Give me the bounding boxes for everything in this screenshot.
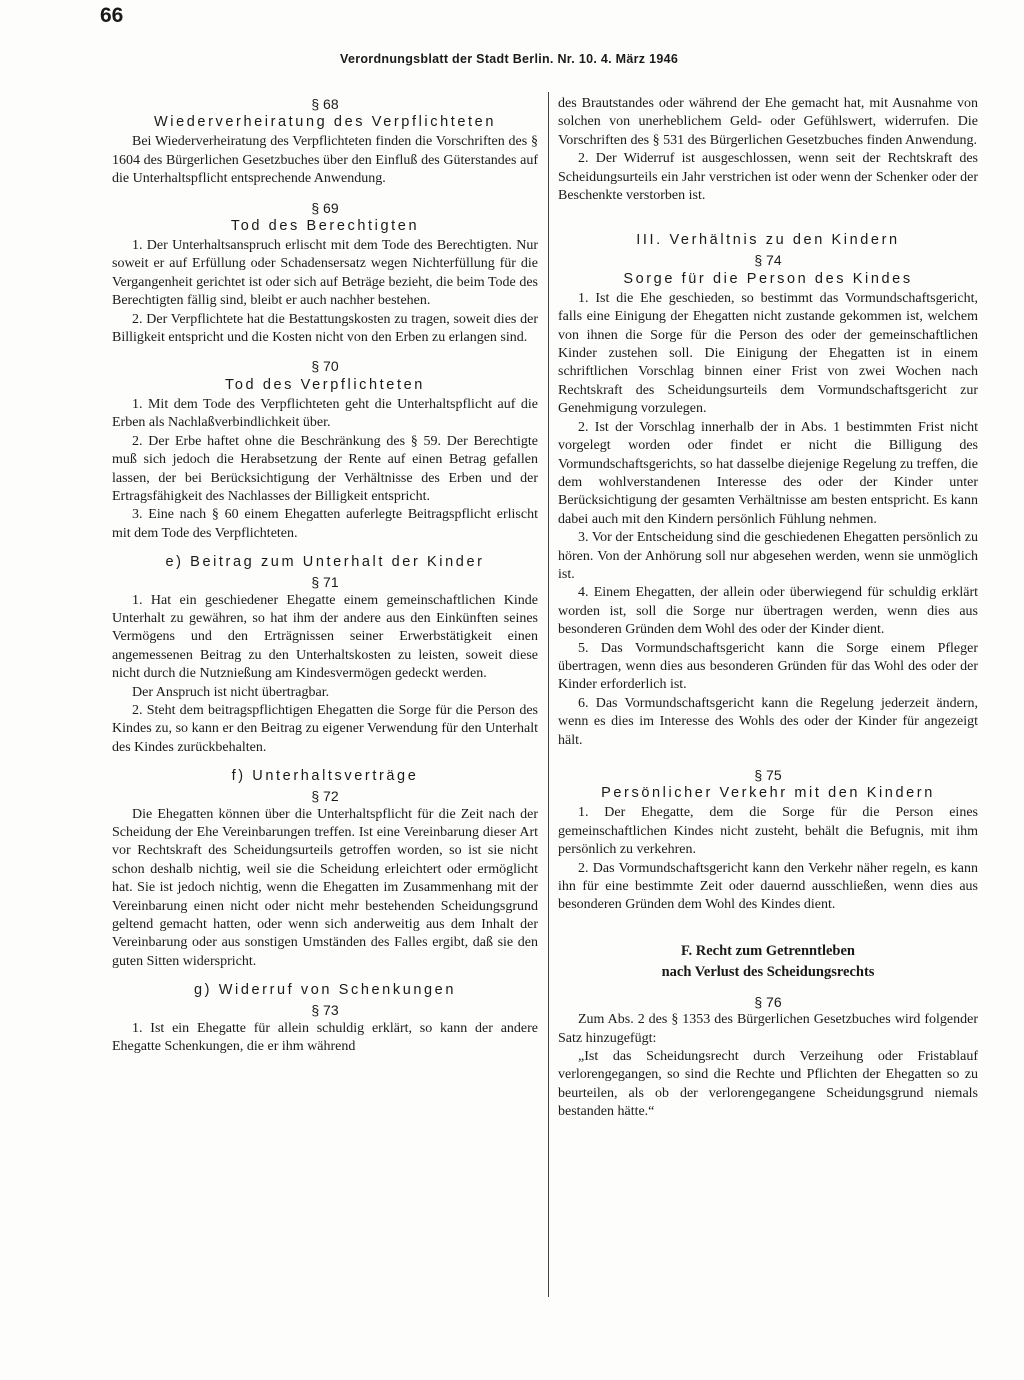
part-iii-title: III. Verhältnis zu den Kindern [636, 232, 900, 249]
section-71-number: § 71 [311, 574, 339, 591]
section-75-para-2: 2. Das Vormundschaftsgericht kann den Verkehr näher regeln, es kann ihn für eine bestimmte Zeit oder dauernd ausschließen, wenn dies aus besonderen Gründen dem Wohl des Kindes dient. [558, 860, 978, 913]
section-f-title-line-1: F. Recht zum Getrenntleben [681, 942, 855, 959]
section-75-title: Persönlicher Verkehr mit den Kindern [601, 785, 935, 802]
section-69-number: § 69 [311, 199, 339, 216]
section-70-para-2: 2. Der Erbe haftet ohne die Beschränkung des § 59. Der Berechtigte muß sich jedoch die Herabsetzung der Rente auf einen Betrag gefallen lassen, der bei Berücksichtigung der Verhältnisse des Erben und der Ertragsfähigkeit des Nachlasses der Billigkeit entspricht. [112, 433, 538, 504]
page-number: 66 [100, 4, 124, 27]
section-f-title-line-2: nach Verlust des Scheidungsrechts [661, 963, 875, 980]
right-column [558, 95, 978, 1122]
left-column [112, 95, 538, 1056]
section-74-para-2: 2. Ist der Vorschlag innerhalb der in Abs. 1 bestimmten Frist nicht vorgelegt worden oder findet er nicht die Billigung des Vormundschaftsgerichts, so hat dasselbe diejenige Regelung zu treffen, die dem wohlverstandenen Interesse des oder der Kinder unter Berücksichtigung der gesamten Verhältnisse am besten entspricht. Es kann dabei auch mit den Kindern persönlich Fühlung nehmen. [558, 419, 978, 527]
section-73-number: § 73 [311, 1002, 339, 1019]
section-73-continuation: des Brautstandes oder während der Ehe gemacht hat, mit Ausnahme von solchen von unerheblichem Geld- oder Gefühlswert, widerrufen. Die Vorschriften des § 531 des Bürgerlichen Gesetzbuches finden Anwendung. [558, 96, 978, 148]
section-68-number: § 68 [311, 96, 339, 112]
section-69-para-1: 1. Der Unterhaltsanspruch erlischt mit dem Tode des Berechtigten. Nur soweit er auf Erfüllung oder Schadensersatz wegen Nichterfüllung für die Vergangenheit gerichtet ist oder sich auf Beträge bezieht, die beim Tode des Berechtigten fällig sind, bleibt er auch nachher bestehen. [112, 238, 538, 309]
subsection-f-title: f) Unterhaltsverträge [231, 768, 419, 785]
section-70-para-1: 1. Mit dem Tode des Verpflichteten geht die Unterhaltspflicht auf die Erben als Nachlaßverbindlichkeit über. [112, 396, 538, 431]
section-74-title: Sorge für die Person des Kindes [623, 270, 913, 287]
section-69-title: Tod des Berechtigten [230, 218, 420, 235]
section-73-para-2: 2. Der Widerruf ist ausgeschlossen, wenn seit der Rechtskraft des Scheidungsurteils ein Jahr verstrichen ist oder wenn der Schenker oder der Beschenkte verstorben ist. [558, 151, 978, 204]
section-76-para-1: Zum Abs. 2 des § 1353 des Bürgerlichen Gesetzbuches wird folgender Satz hinzugefügt: [558, 1012, 978, 1046]
running-header: Verordnungsblatt der Stadt Berlin. Nr. 10. 4. März 1946 [340, 52, 679, 66]
section-74-number: § 74 [754, 252, 782, 269]
section-76-quote: „Ist das Scheidungsrecht durch Verzeihung oder Fristablauf verlorengegangen, so sind die Rechte und Pflichten der Ehegatten so zu beurteilen, als ob der verlorengegangene Scheidungsgrund niemals bestanden hätte.“ [558, 1049, 978, 1120]
section-74-para-5: 5. Das Vormundschaftsgericht kann die Sorge einem Pfleger übertragen, wenn dies aus besonderen Gründen für das Wohl des oder der Kinder erforderlich ist. [558, 640, 978, 693]
section-74-para-4: 4. Einem Ehegatten, der allein oder überwiegend für schuldig erklärt worden ist, soll die Sorge nur übertragen werden, wenn dies aus besonderen Gründen dem Wohl des oder der Kinder dient. [558, 585, 978, 638]
section-72-text: Die Ehegatten können über die Unterhaltspflicht für die Zeit nach der Scheidung der Ehe Vereinbarungen treffen. Ist eine Vereinbarung dieser Art vor Rechtskraft des Scheidungsurteils getroffen worden, so ist sie nicht schon deshalb nichtig, weil sie die Scheidung erleichtert oder ermöglicht hat. Sie ist jedoch nichtig, wenn die Ehegatten im Zusammenhang mit der Vereinbarung einen nicht oder nicht mehr bestehenden Scheidungsgrund geltend gemacht hatten, oder wenn sich anderweitig aus dem Inhalt der Vereinbarung oder aus sonstigen Umständen des Falles ergibt, daß sie den guten Sitten widerspricht. [112, 806, 538, 969]
section-71-para-1b: Der Anspruch ist nicht übertragbar. [132, 684, 330, 700]
section-73-para-1: 1. Ist ein Ehegatte für allein schuldig erklärt, so kann der andere Ehegatte Schenkungen, die er ihm während [112, 1020, 538, 1055]
section-70-number: § 70 [311, 358, 339, 375]
section-68-text: Bei Wiederverheiratung des Verpflichteten finden die Vorschriften des § 1604 des Bürgerlichen Gesetzbuches über den Einfluß des Güterstandes auf die Unterhaltspflicht entsprechende Anwendung. [112, 134, 538, 187]
section-74-para-6: 6. Das Vormundschaftsgericht kann die Regelung jederzeit ändern, wenn es dies im Interesse des Wohls des oder der Kinder für angezeigt hält. [558, 695, 978, 748]
section-71-para-2: 2. Steht dem beitragspflichtigen Ehegatten die Sorge für die Person des Kindes zu, so kann er den Beitrag zu eigener Verwendung für den Unterhalt des Kindes zurückbehalten. [112, 702, 538, 755]
section-74-para-1: 1. Ist die Ehe geschieden, so bestimmt das Vormundschaftsgericht, falls eine Einigung der Ehegatten nicht zustande gekommen ist, welchem von ihnen die Sorge für die Person des oder der gemeinschaftlichen Kinder zustehen soll. Die Einigung der Ehegatten ist in einem schriftlichen Vorschlag binnen einer Frist von zwei Wochen nach Rechtskraft des Scheidungsurteils dem Vormundschaftsgericht zur Genehmigung vorzulegen. [558, 290, 978, 417]
subsection-e-title: e) Beitrag zum Unterhalt der Kinder [165, 554, 485, 571]
section-75-para-1: 1. Der Ehegatte, dem die Sorge für die Person eines gemeinschaftlichen Kindes nicht zusteht, behält die Befugnis, mit ihm persönlich zu verkehren. [558, 805, 978, 858]
section-74-para-3: 3. Vor der Entscheidung sind die geschiedenen Ehegatten persönlich zu hören. Von der Anhörung soll nur abgesehen werden, wenn sie unmöglich ist. [558, 530, 978, 582]
section-72-number: § 72 [311, 788, 339, 805]
column-divider [548, 92, 549, 1297]
section-69-para-2: 2. Der Verpflichtete hat die Bestattungskosten zu tragen, soweit dies der Billigkeit entspricht und die Kosten nicht von den Erben zu erlangen sind. [112, 311, 538, 346]
section-76-number: § 76 [754, 993, 782, 1010]
section-75-number: § 75 [754, 767, 782, 783]
section-70-para-3: 3. Eine nach § 60 einem Ehegatten auferlegte Beitragspflicht erlischt mit dem Tode des Verpflichteten. [112, 507, 538, 541]
section-71-para-1: 1. Hat ein geschiedener Ehegatte einem gemeinschaftlichen Kinde Unterhalt zu gewähren, so hat ihm der andere aus den Einkünften seines Vermögens und den Erträgnissen seiner Erwerbstätigkeit einen angemessenen Beitrag zu den Unterhaltskosten zu leisten, soweit diese nicht durch die Nutznießung am Kindesvermögen gedeckt werden. [112, 592, 538, 682]
section-70-title: Tod des Verpflichteten [225, 376, 425, 393]
section-68-title: Wiederverheiratung des Verpflichteten [153, 114, 497, 131]
subsection-g-title: g) Widerruf von Schenkungen [193, 982, 457, 999]
